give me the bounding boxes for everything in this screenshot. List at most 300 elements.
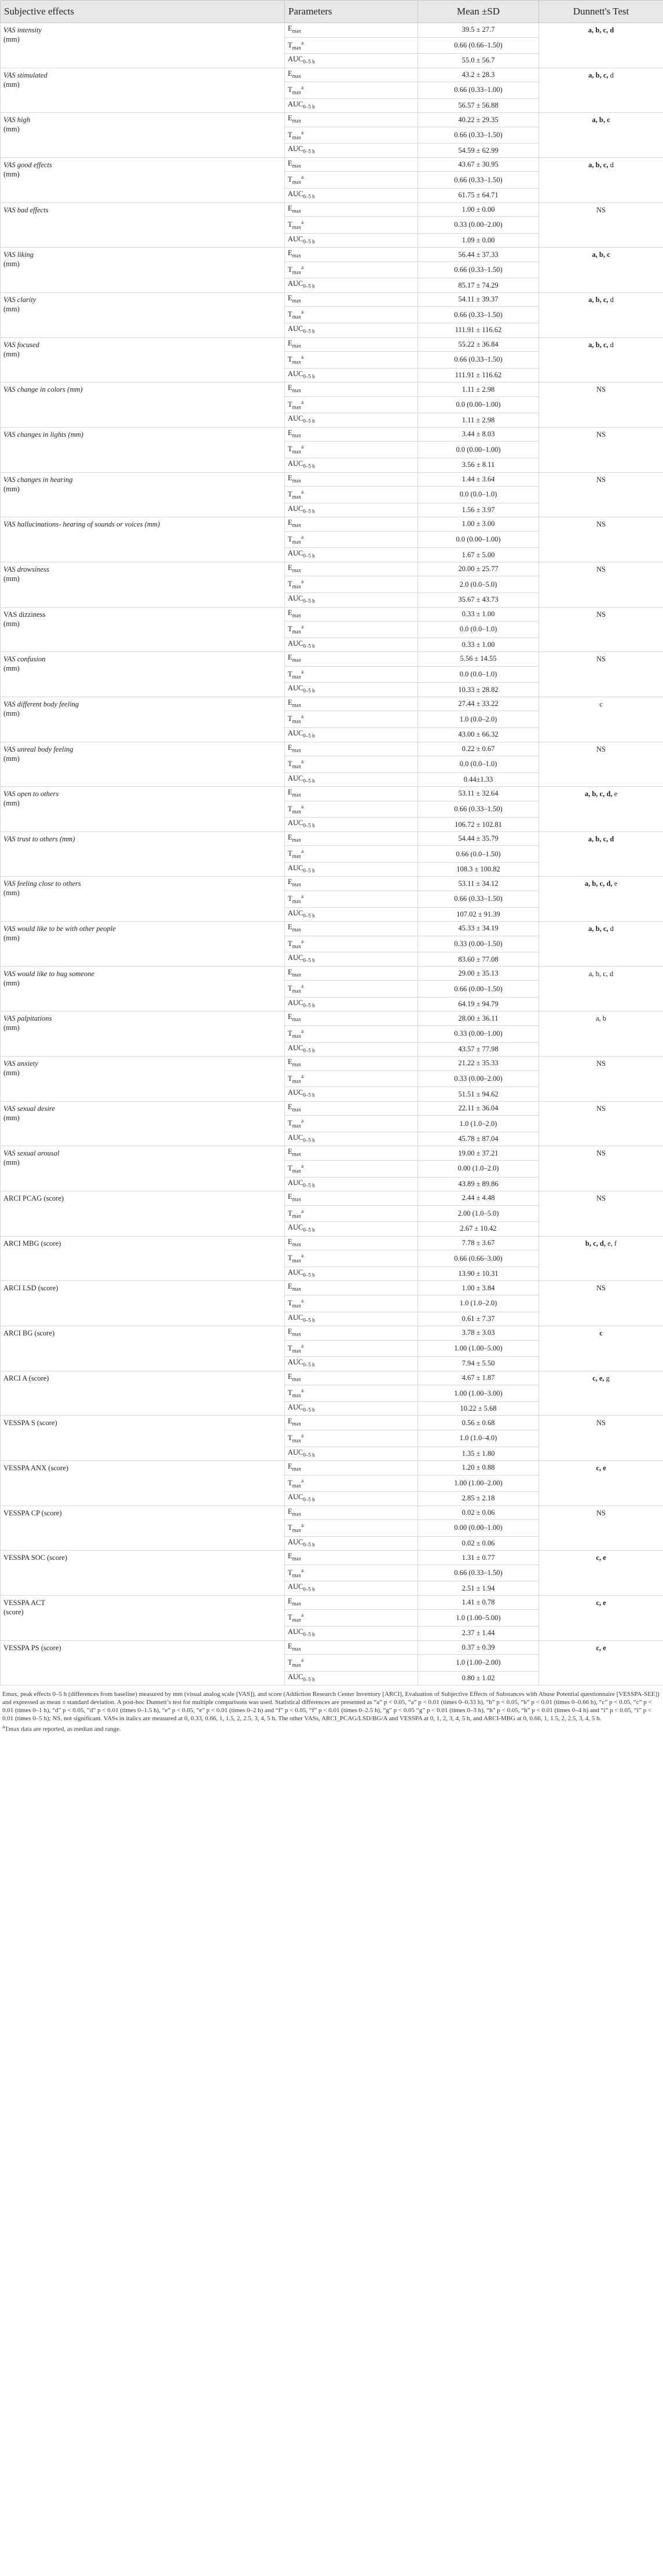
- parameter-superscript: a: [301, 129, 304, 135]
- parameter-subscript: 0–5 h: [303, 104, 315, 110]
- table-row: [1, 562, 663, 576]
- effect-name: [1, 787, 285, 832]
- table-row: [1, 1371, 663, 1385]
- parameter-subscript: 0–5 h: [303, 373, 315, 380]
- dunnett-part: d: [610, 71, 614, 79]
- mean-value: 0.44±1.33: [418, 772, 539, 787]
- parameter-symbol: E: [288, 1462, 292, 1470]
- parameter-symbol: E: [288, 518, 292, 527]
- table-row: [1, 831, 663, 846]
- dunnett-result: [539, 1191, 663, 1237]
- mean-value: 111.91 ± 116.62: [418, 368, 539, 382]
- parameter-tmax: [285, 1430, 418, 1447]
- dunnett-result: [539, 248, 663, 293]
- parameter-auc: [285, 1177, 418, 1191]
- mean-value: 1.11 ± 2.98: [418, 413, 539, 428]
- effect-name: [1, 1101, 285, 1146]
- parameter-tmax: [285, 1025, 418, 1042]
- table-row: [1, 1281, 663, 1296]
- dunnett-part: a, b, c,: [588, 340, 610, 349]
- parameter-tmax: [285, 127, 418, 143]
- dunnett-result: [539, 1281, 663, 1326]
- footnote-main: Emax, peak effects 0–5 h (differences from baseline) measured by mm (visual analog scale [VAS]), and score (Addiction Research Center Inventory [ARCI], Evaluation of Subjective Effects of Substances with Abuse Potential questionnaire [VESSPA-SEE]) and expressed as mean ± standard deviation. A post-hoc Dunnett’s test for multiple comparisons was used. Statistical differences are presented as “a” p < 0.05, “a” p < 0.01 (times 0–0.33 h), “b” p < 0.05, “b” p < 0.01 (times 0–0.66 h), “c” p < 0.05, “c” p < 0.01 (times 0–1 h), “d” p < 0.05, “d” p < 0.01 (times 0–1.5 h), “e” p < 0.05, “e” p < 0.01 (times 0–2 h) and “f” p < 0.05, “f” p < 0.01 (times 0–2.5 h), “g” p < 0.05 “g” p < 0.01 (times 0–3 h), “h” p < 0.05, “h” p < 0.01 (times 0–4 h) and “i” p < 0.05, “i” p < 0.01 (times 0–5 h); NS, not significant. VASs in italics are measured at 0, 0.33, 0.66, 1, 1.5, 2, 2.5, 3, 4, 5 h. The other VASs, ARCI_PCAG/LSD/BG/A and VESSPA at 0, 1, 2, 3, 4, 5 h, and ARCI-MBG at 0, 0.66, 1, 1.5, 2, 2.5, 3, 4, 5 h.: [2, 1691, 660, 1723]
- parameter-superscript: a: [301, 39, 304, 46]
- table-row: [1, 113, 663, 127]
- mean-value: 56.44 ± 37.33: [418, 248, 539, 262]
- parameter-auc: [285, 683, 418, 697]
- parameter-subscript: 0–5 h: [303, 463, 315, 469]
- parameter-superscript: a: [301, 1522, 304, 1529]
- parameter-subscript: max: [292, 1348, 302, 1354]
- parameter-subscript: max: [292, 1511, 302, 1517]
- parameter-superscript: a: [301, 983, 304, 989]
- parameter-symbol: AUC: [288, 1628, 303, 1636]
- parameter-subscript: 0–5 h: [303, 598, 315, 604]
- parameter-subscript: max: [292, 1123, 302, 1129]
- mean-value: 1.0 (1.0–4.0): [418, 1430, 539, 1447]
- mean-value: 64.19 ± 94.79: [418, 997, 539, 1011]
- mean-value: 0.0 (0.0–1.0): [418, 756, 539, 773]
- parameter-subscript: max: [292, 449, 302, 455]
- parameter-symbol: AUC: [288, 55, 303, 64]
- parameter-symbol: E: [288, 204, 292, 212]
- table-row: [1, 23, 663, 38]
- parameter-symbol: E: [288, 1058, 292, 1066]
- parameter-subscript: 0–5 h: [303, 1676, 315, 1683]
- dunnett-part: NS: [596, 1284, 606, 1293]
- parameter-subscript: 0–5 h: [303, 1227, 315, 1233]
- parameter-superscript: a: [301, 1432, 304, 1438]
- table-row: [1, 472, 663, 487]
- effect-label: VAS open to others: [3, 790, 59, 798]
- footnote-tmax-text: Tmax data are reported, as median and range.: [5, 1725, 121, 1733]
- mean-value: 0.33 (0.00–2.00): [418, 217, 539, 234]
- parameter-subscript: max: [292, 1106, 302, 1113]
- effect-name: [1, 157, 285, 203]
- dunnett-result: [539, 517, 663, 562]
- effect-label: ARCI MBG (score): [3, 1239, 61, 1247]
- parameter-symbol: T: [288, 265, 292, 274]
- mean-value: 43.00 ± 66.32: [418, 728, 539, 742]
- parameter-subscript: max: [292, 297, 302, 304]
- parameter-tmax: [285, 1295, 418, 1312]
- parameter-auc: [285, 907, 418, 922]
- effect-name: [1, 337, 285, 382]
- parameter-emax: [285, 787, 418, 801]
- dunnett-part: NS: [596, 1104, 606, 1113]
- parameter-symbol: AUC: [288, 1088, 303, 1097]
- mean-value: 0.66 (0.33–1.50): [418, 172, 539, 189]
- parameter-emax: [285, 1281, 418, 1296]
- parameter-subscript: max: [292, 1572, 302, 1578]
- parameter-auc: [285, 862, 418, 877]
- effect-name: [1, 248, 285, 293]
- effect-label: VAS anxiety: [3, 1059, 38, 1068]
- parameter-symbol: AUC: [288, 1223, 303, 1232]
- parameter-subscript: max: [292, 1033, 302, 1039]
- table-row: [1, 877, 663, 891]
- mean-value: 10.22 ± 5.68: [418, 1401, 539, 1416]
- dunnett-part: c: [599, 1329, 603, 1338]
- mean-value: 0.33 ± 1.00: [418, 607, 539, 621]
- effect-name: [1, 1236, 285, 1281]
- dunnett-result: [539, 1551, 663, 1596]
- parameter-subscript: max: [292, 837, 302, 843]
- dunnett-result: [539, 157, 663, 203]
- effect-label: VAS clarity: [3, 295, 36, 304]
- mean-value: 2.0 (0.0–5.0): [418, 576, 539, 593]
- mean-value: 45.33 ± 34.19: [418, 922, 539, 936]
- dunnett-part: d: [610, 295, 614, 304]
- effect-name: [1, 517, 285, 562]
- dunnett-part: a, b, c,: [588, 71, 610, 79]
- parameter-subscript: 0–5 h: [303, 1631, 315, 1637]
- effect-unit: (mm): [3, 260, 20, 268]
- parameter-tmax: [285, 1205, 418, 1222]
- effect-name: [1, 877, 285, 922]
- effect-unit: (mm): [3, 574, 20, 583]
- parameter-subscript: max: [292, 1662, 302, 1668]
- dunnett-part: c, e: [596, 1598, 606, 1607]
- table-row: [1, 607, 663, 621]
- dunnett-part: e: [614, 790, 618, 798]
- parameter-subscript: 0–5 h: [303, 1002, 315, 1009]
- parameter-symbol: E: [288, 563, 292, 572]
- effect-unit: (mm): [3, 349, 20, 358]
- mean-value: 0.66 (0.66–3.00): [418, 1250, 539, 1267]
- parameter-subscript: max: [292, 763, 302, 770]
- parameter-symbol: E: [288, 923, 292, 932]
- parameter-subscript: max: [292, 792, 302, 798]
- effect-name: [1, 966, 285, 1011]
- parameter-superscript: a: [301, 354, 304, 360]
- effect-label: VAS would like to be with other people: [3, 925, 116, 933]
- dunnett-part: c, e: [596, 1554, 606, 1562]
- parameter-subscript: 0–5 h: [303, 778, 315, 784]
- effect-unit: (mm): [3, 709, 20, 717]
- parameter-subscript: max: [292, 494, 302, 500]
- parameter-subscript: max: [292, 117, 302, 124]
- effect-label: ARCI LSD (score): [3, 1284, 58, 1293]
- parameter-symbol: AUC: [288, 1133, 303, 1142]
- parameter-symbol: E: [288, 473, 292, 482]
- parameter-subscript: max: [292, 1617, 302, 1624]
- parameter-superscript: a: [301, 803, 304, 809]
- dunnett-part: NS: [596, 565, 606, 573]
- parameter-symbol: E: [288, 1327, 292, 1336]
- parameter-symbol: AUC: [288, 639, 303, 647]
- parameter-tmax: [285, 307, 418, 323]
- parameter-symbol: T: [288, 804, 292, 813]
- parameter-symbol: E: [288, 249, 292, 257]
- mean-value: 1.20 ± 0.88: [418, 1461, 539, 1475]
- effect-name: [1, 1281, 285, 1326]
- table-row: [1, 248, 663, 262]
- parameter-tmax: [285, 1340, 418, 1357]
- parameter-symbol: T: [288, 400, 292, 409]
- mean-value: 107.02 ± 91.39: [418, 907, 539, 922]
- parameter-tmax: [285, 396, 418, 413]
- effect-label: VAS dizziness: [3, 610, 46, 619]
- mean-value: 55.22 ± 36.84: [418, 337, 539, 352]
- table-row: [1, 787, 663, 801]
- parameter-symbol: AUC: [288, 325, 303, 333]
- parameter-symbol: T: [288, 1029, 292, 1038]
- parameter-tmax: [285, 666, 418, 683]
- effect-name: [1, 1326, 285, 1371]
- parameter-emax: [285, 1506, 418, 1520]
- mean-value: 1.00 ± 3.00: [418, 517, 539, 532]
- effect-name: [1, 922, 285, 967]
- parameter-symbol: T: [288, 1478, 292, 1487]
- parameter-subscript: 0–5 h: [303, 912, 315, 919]
- parameter-superscript: a: [301, 1208, 304, 1214]
- parameter-subscript: max: [292, 971, 302, 978]
- table-row: [1, 1640, 663, 1655]
- parameter-subscript: 0–5 h: [303, 418, 315, 424]
- parameter-symbol: AUC: [288, 863, 303, 872]
- effect-name: [1, 1146, 285, 1191]
- parameter-symbol: AUC: [288, 1403, 303, 1411]
- parameter-auc: [285, 1536, 418, 1551]
- parameter-tmax: [285, 1520, 418, 1537]
- parameter-subscript: max: [292, 163, 302, 169]
- parameter-auc: [285, 1267, 418, 1281]
- mean-value: 2.67 ± 10.42: [418, 1222, 539, 1237]
- parameter-tmax: [285, 1565, 418, 1581]
- dunnett-part: a, b, c, d: [588, 26, 614, 34]
- effect-unit: (mm): [3, 978, 20, 987]
- effect-label: VAS liking: [3, 251, 34, 259]
- parameter-subscript: max: [292, 1151, 302, 1157]
- mean-value: 7.94 ± 5.50: [418, 1357, 539, 1371]
- mean-value: 0.66 (0.0–1.50): [418, 846, 539, 863]
- mean-value: 56.57 ± 56.88: [418, 98, 539, 113]
- parameter-symbol: AUC: [288, 954, 303, 962]
- parameter-subscript: max: [292, 404, 302, 410]
- dunnett-part: NS: [596, 1419, 606, 1427]
- effect-label: VAS drowsiness: [3, 565, 49, 573]
- parameter-symbol: E: [288, 1507, 292, 1515]
- parameter-symbol: T: [288, 849, 292, 858]
- parameter-subscript: 0–5 h: [303, 58, 315, 65]
- parameter-tmax: [285, 1475, 418, 1492]
- parameter-superscript: a: [301, 1342, 304, 1349]
- parameter-symbol: E: [288, 1193, 292, 1201]
- mean-value: 2.00 (1.0–5.0): [418, 1205, 539, 1222]
- parameter-subscript: max: [292, 179, 302, 186]
- effect-label: VAS trust to others (mm): [3, 834, 75, 843]
- parameter-tmax: [285, 441, 418, 458]
- effect-label: VAS feeling close to others: [3, 879, 81, 888]
- parameter-superscript: a: [301, 938, 304, 944]
- effect-label: VAS hallucinations- hearing of sounds or voices (mm): [3, 520, 160, 529]
- effect-unit: (mm): [3, 1069, 20, 1077]
- parameter-superscript: a: [301, 399, 304, 405]
- mean-value: 3.78 ± 3.03: [418, 1326, 539, 1341]
- dunnett-part: NS: [596, 1508, 606, 1517]
- mean-value: 0.33 ± 1.00: [418, 638, 539, 652]
- parameter-subscript: max: [292, 89, 302, 95]
- effect-label: VAS palpitations: [3, 1014, 52, 1023]
- parameter-subscript: max: [292, 808, 302, 815]
- parameter-subscript: max: [292, 343, 302, 349]
- mean-value: 27.44 ± 33.22: [418, 697, 539, 711]
- dunnett-part: NS: [596, 610, 606, 619]
- parameter-symbol: T: [288, 310, 292, 319]
- effect-unit: (mm): [3, 80, 20, 89]
- dunnett-part: NS: [596, 475, 606, 484]
- table-row: [1, 1146, 663, 1161]
- dunnett-result: [539, 1506, 663, 1551]
- effect-label: VAS high: [3, 116, 30, 124]
- parameter-symbol: T: [288, 669, 292, 678]
- parameter-symbol: AUC: [288, 1178, 303, 1187]
- parameter-subscript: max: [292, 943, 302, 950]
- parameter-auc: [285, 1042, 418, 1057]
- parameter-symbol: AUC: [288, 998, 303, 1007]
- mean-value: 1.67 ± 5.00: [418, 548, 539, 562]
- parameter-emax: [285, 68, 418, 82]
- mean-value: 54.11 ± 39.37: [418, 292, 539, 307]
- parameter-symbol: AUC: [288, 1583, 303, 1591]
- parameter-subscript: 0–5 h: [303, 1317, 315, 1323]
- parameter-symbol: AUC: [288, 1448, 303, 1456]
- parameter-tmax: [285, 1610, 418, 1626]
- table-row: [1, 697, 663, 711]
- parameter-subscript: 0–5 h: [303, 1137, 315, 1143]
- effect-name: [1, 1551, 285, 1596]
- dunnett-part: NS: [596, 1059, 606, 1068]
- mean-value: 45.78 ± 87.04: [418, 1132, 539, 1146]
- mean-value: 10.33 ± 28.82: [418, 683, 539, 697]
- parameter-emax: [285, 922, 418, 936]
- parameter-auc: [285, 997, 418, 1011]
- mean-value: 0.0 (0.0–1.0): [418, 487, 539, 503]
- parameter-symbol: E: [288, 1417, 292, 1426]
- parameter-auc: [285, 233, 418, 248]
- effect-label: ARCI PCAG (score): [3, 1194, 64, 1203]
- parameter-emax: [285, 562, 418, 576]
- effect-label: VAS sexual desire: [3, 1104, 55, 1113]
- mean-value: 1.35 ± 1.80: [418, 1447, 539, 1461]
- dunnett-result: [539, 1416, 663, 1461]
- effect-name: [1, 1416, 285, 1461]
- dunnett-result: [539, 1057, 663, 1102]
- parameter-tmax: [285, 217, 418, 234]
- table-row: [1, 1191, 663, 1206]
- mean-value: 0.37 ± 0.39: [418, 1640, 539, 1655]
- mean-value: 21.22 ± 35.33: [418, 1057, 539, 1071]
- parameter-symbol: AUC: [288, 459, 303, 468]
- mean-value: 1.00 (1.00–2.00): [418, 1475, 539, 1492]
- parameter-tmax: [285, 981, 418, 998]
- parameter-symbol: AUC: [288, 190, 303, 198]
- parameter-subscript: max: [292, 926, 302, 933]
- parameter-symbol: E: [288, 743, 292, 752]
- mean-value: 43.67 ± 30.95: [418, 157, 539, 172]
- parameter-symbol: AUC: [288, 1493, 303, 1502]
- effect-label: VESSPA S (score): [3, 1419, 57, 1427]
- parameter-symbol: E: [288, 967, 292, 976]
- mean-value: 0.66 (0.33–1.00): [418, 82, 539, 99]
- parameter-symbol: AUC: [288, 774, 303, 782]
- parameter-superscript: a: [301, 309, 304, 315]
- table-row: [1, 337, 663, 352]
- mean-value: 4.67 ± 1.87: [418, 1371, 539, 1385]
- parameter-subscript: max: [292, 224, 302, 230]
- mean-value: 3.44 ± 8.03: [418, 427, 539, 441]
- mean-value: 0.66 (0.33–1.50): [418, 352, 539, 369]
- parameter-subscript: max: [292, 1555, 302, 1562]
- parameter-symbol: T: [288, 1389, 292, 1397]
- parameter-symbol: AUC: [288, 1268, 303, 1276]
- parameter-auc: [285, 98, 418, 113]
- mean-value: 0.66 (0.66–1.50): [418, 37, 539, 54]
- parameter-auc: [285, 952, 418, 967]
- table-row: [1, 1461, 663, 1475]
- parameter-emax: [285, 877, 418, 891]
- mean-value: 35.67 ± 43.73: [418, 593, 539, 608]
- parameter-symbol: E: [288, 293, 292, 302]
- dunnett-part: d: [610, 925, 614, 933]
- parameter-subscript: max: [292, 359, 302, 365]
- header-dunnett-test: Dunnett's Test: [539, 1, 663, 23]
- parameter-symbol: E: [288, 159, 292, 167]
- effect-unit: (mm): [3, 754, 20, 763]
- parameter-emax: [285, 337, 418, 352]
- dunnett-result: [539, 787, 663, 832]
- effect-label: VAS unreal body feeling: [3, 745, 74, 753]
- parameter-emax: [285, 292, 418, 307]
- table-footnote: [0, 1686, 663, 1734]
- dunnett-result: [539, 472, 663, 517]
- mean-value: 0.80 ± 1.02: [418, 1671, 539, 1686]
- effect-name: [1, 1371, 285, 1416]
- parameter-superscript: a: [301, 668, 304, 675]
- parameter-emax: [285, 1236, 418, 1250]
- effect-unit: (mm): [3, 934, 20, 943]
- mean-value: 1.09 ± 0.00: [418, 233, 539, 248]
- dunnett-part: d: [610, 340, 614, 349]
- parameter-superscript: a: [301, 533, 304, 540]
- parameter-subscript: max: [292, 584, 302, 590]
- parameter-subscript: max: [292, 719, 302, 724]
- mean-value: 1.41 ± 0.78: [418, 1595, 539, 1610]
- parameter-symbol: AUC: [288, 369, 303, 378]
- parameter-emax: [285, 1326, 418, 1341]
- effect-name: [1, 427, 285, 472]
- dunnett-result: [539, 922, 663, 967]
- table-row: [1, 922, 663, 936]
- parameter-subscript: max: [292, 1286, 302, 1292]
- parameter-subscript: max: [292, 208, 302, 214]
- parameter-subscript: max: [292, 898, 302, 904]
- parameter-emax: [285, 1461, 418, 1475]
- mean-value: 55.0 ± 56.7: [418, 54, 539, 68]
- effect-unit: (mm): [3, 664, 20, 673]
- parameter-subscript: max: [292, 1646, 302, 1652]
- mean-value: 83.60 ± 77.08: [418, 952, 539, 967]
- effect-unit: (mm): [3, 35, 20, 43]
- parameter-subscript: max: [292, 539, 302, 545]
- parameter-emax: [285, 1191, 418, 1206]
- effect-label: VAS focused: [3, 340, 39, 349]
- parameter-auc: [285, 548, 418, 562]
- parameter-symbol: AUC: [288, 145, 303, 153]
- parameter-subscript: max: [292, 674, 302, 680]
- parameter-subscript: max: [292, 1482, 302, 1489]
